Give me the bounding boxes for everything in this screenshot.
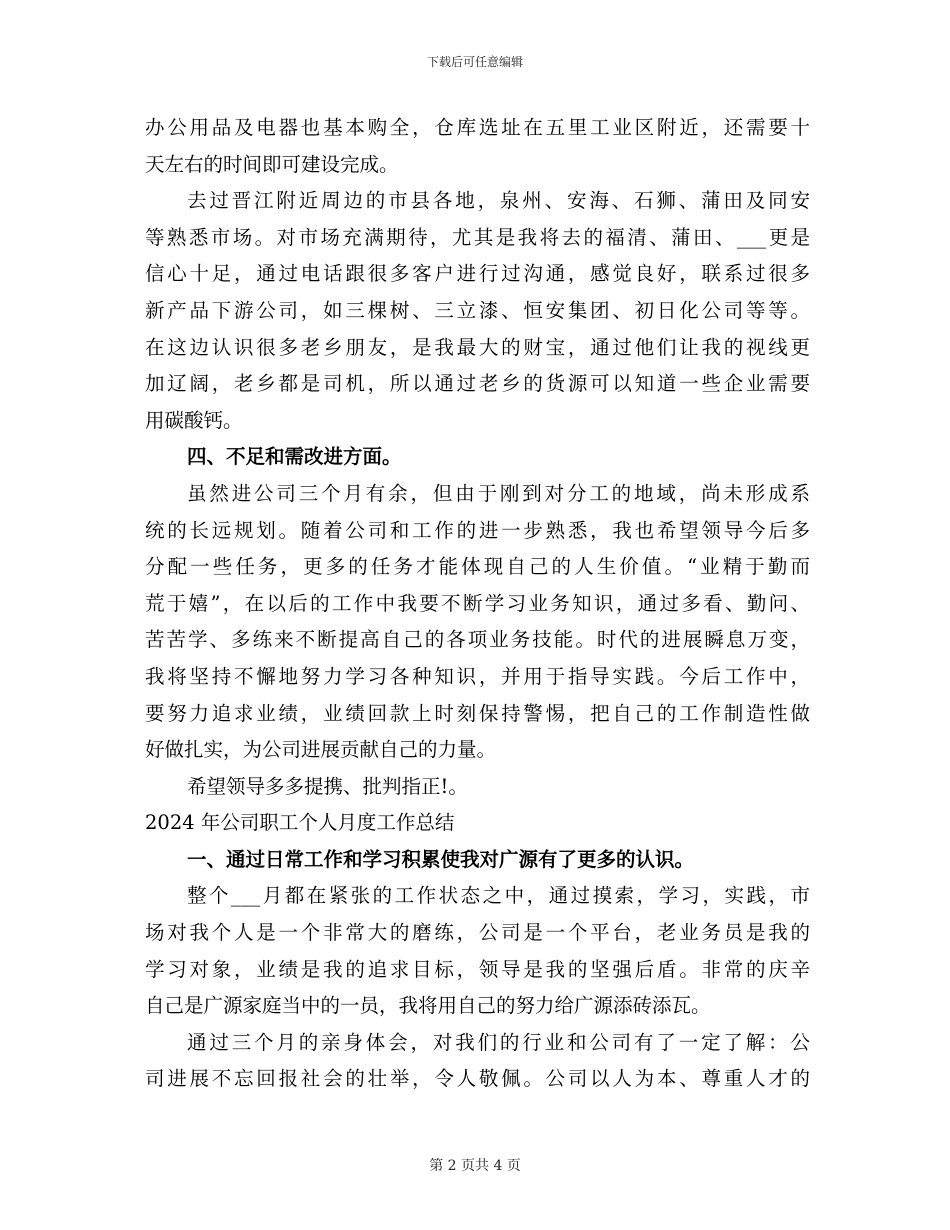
document-body bbox=[145, 110, 810, 1098]
text-line: 司进展不忘回报社会的壮举，令人敬佩。公司以人为本、尊重人才的 bbox=[145, 1067, 810, 1091]
text-line: 要努力追求业绩，业绩回款上时刻保持警惕，把自己的工作制造性做 bbox=[145, 701, 810, 725]
section-title: 2024 年公司职工个人月度工作总结 bbox=[145, 811, 455, 835]
text-line: 等熟悉市场。对市场充满期待，尤其是我将去的福清、蒲田、___更是 bbox=[145, 225, 810, 249]
text-line: 加辽阔，老乡都是司机，所以通过老乡的货源可以知道一些企业需要 bbox=[145, 372, 810, 396]
text-line: 希望领导多多提携、批判指正!。 bbox=[187, 774, 468, 798]
text-line: 我将坚持不懈地努力学习各种知识，并用于指导实践。今后工作中， bbox=[145, 664, 810, 688]
text-line: 用碳酸钙。 bbox=[145, 408, 243, 432]
text-line: 荒于嬉”，在以后的工作中我要不断学习业务知识，通过多看、勤问、 bbox=[145, 591, 810, 615]
text-line: 苦苦学、多练来不断提高自己的各项业务技能。时代的进展瞬息万变， bbox=[145, 628, 810, 652]
text-line: 分配一些任务，更多的任务才能体现自己的人生价值。“业精于勤而 bbox=[145, 555, 810, 579]
text-line: 统的长远规划。随着公司和工作的进一步熟悉，我也希望领导今后多 bbox=[145, 518, 810, 542]
text-line: 虽然进公司三个月有余，但由于刚到对分工的地域，尚未形成系 bbox=[187, 481, 810, 505]
section-heading: 一、通过日常工作和学习积累使我对广源有了更多的认识。 bbox=[187, 847, 695, 871]
text-line: 整个___月都在紧张的工作状态之中，通过摸索，学习，实践，市 bbox=[187, 884, 810, 908]
text-line: 场对我个人是一个非常大的磨练，公司是一个平台，老业务员是我的 bbox=[145, 921, 810, 945]
text-line: 信心十足，通过电话跟很多客户进行过沟通，感觉良好，联系过很多 bbox=[145, 262, 810, 286]
text-line: 去过晋江附近周边的市县各地，泉州、安海、石狮、蒲田及同安 bbox=[187, 189, 810, 213]
text-line: 学习对象，业绩是我的追求目标，领导是我的坚强后盾。非常的庆辛 bbox=[145, 957, 810, 981]
text-line: 通过三个月的亲身体会，对我们的行业和公司有了一定了解：公 bbox=[187, 1030, 810, 1054]
text-line: 天左右的时间即可建设完成。 bbox=[145, 152, 399, 176]
page-header: 下载后可任意编辑 bbox=[426, 55, 523, 69]
text-line: 好做扎实，为公司进展贡献自己的力量。 bbox=[145, 738, 497, 762]
section-heading: 四、不足和需改进方面。 bbox=[187, 445, 402, 469]
text-line: 在这边认识很多老乡朋友，是我最大的财宝，通过他们让我的视线更 bbox=[145, 335, 810, 359]
page-footer: 第 2 页共 4 页 bbox=[429, 1158, 521, 1174]
text-line: 新产品下游公司，如三棵树、三立漆、恒安集团、初日化公司等等。 bbox=[145, 298, 810, 322]
text-line: 自己是广源家庭当中的一员，我将用自己的努力给广源添砖添瓦。 bbox=[145, 994, 711, 1018]
text-line: 办公用品及电器也基本购全，仓库选址在五里工业区附近，还需要十 bbox=[145, 116, 810, 139]
